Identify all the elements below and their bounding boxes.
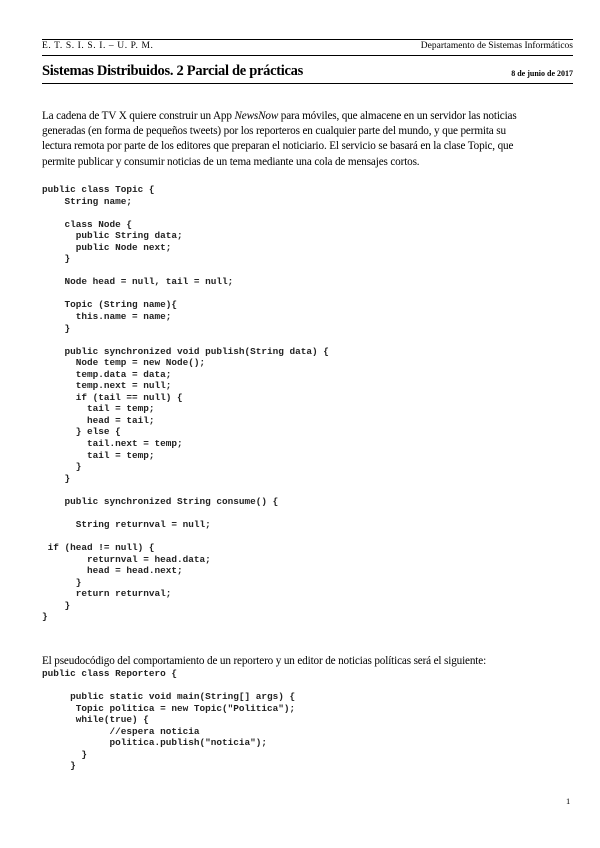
- reportero-class-code: public class Reportero { public static void main(String[] args) { Topic politica = new Topic("Politica"); while(true) { //espera noticia politica.publish("noticia"); } }: [42, 668, 296, 772]
- intro-paragraph: [42, 109, 574, 170]
- topic-class-code: public class Topic { String name; class Node { public String data; public Node next; } Node head = null, tail = null; Topic (String name){ this.name = name; } public synchronized void publish(String data) { Node temp = new Node(); temp.data = data; temp.next = null; if (tail == null) { tail = temp; head = tail; } else { tail.next = temp; tail = temp; } } public synchronized String consume() { String returnval = null; if (head != null) { returnval = head.data; head = head.next; } return returnval; } }: [42, 184, 329, 623]
- app-name: NewsNow: [234, 110, 279, 122]
- intro-line: generadas (en forma de pequeños tweets) por los reporteros en cualquier parte del mundo, y que permita su: [42, 125, 506, 138]
- header-bottom-rule: [42, 83, 573, 84]
- running-header: [42, 40, 573, 54]
- intro-line: lectura remota por parte de los editores que preparan el noticiario. El servicio se basará en la clase Topic, que: [42, 140, 514, 153]
- intro-line: La cadena de TV X quiere construir un App NewsNow para móviles, que almacene en un servidor las noticias: [42, 110, 517, 122]
- page-number: 1: [566, 796, 571, 806]
- header-middle-rule: [42, 55, 573, 56]
- intro-line: permite publicar y consumir noticias de un tema mediante una cola de mensajes cortos.: [42, 155, 420, 168]
- page-title: Sistemas Distribuidos. 2 Parcial de prácticas: [42, 63, 303, 79]
- pseudocode-intro: El pseudocódigo del comportamiento de un reportero y un editor de noticias políticas será el siguiente:: [42, 655, 487, 667]
- exam-date: 8 de junio de 2017: [511, 69, 573, 78]
- department-name: Departamento de Sistemas Informáticos: [420, 41, 573, 51]
- school-name: E. T. S. I. S. I. – U. P. M.: [42, 41, 154, 51]
